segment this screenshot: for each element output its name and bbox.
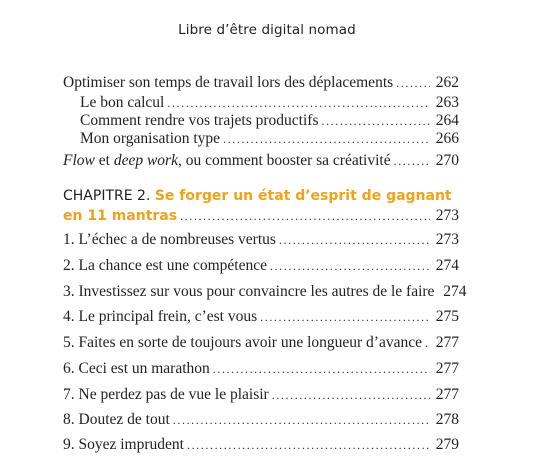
dot-leader xyxy=(425,336,430,351)
toc-subentry[interactable] xyxy=(80,130,459,150)
toc-page-number: 278 xyxy=(435,411,459,428)
toc-entry-mantra[interactable] xyxy=(63,283,467,303)
toc-entry-mantra[interactable] xyxy=(63,308,459,328)
toc-entry-label: 4. Le principal frein, c’est vous xyxy=(63,308,258,325)
toc-page-number: 277 xyxy=(435,386,459,403)
chapter-title: Se forger un état d’esprit de gagnant xyxy=(154,188,452,204)
toc-entry-label: 5. Faites en sorte de toujours avoir une longueur d’avance xyxy=(63,334,422,351)
chapter-heading-line2 xyxy=(63,207,459,228)
toc-entry-label: 1. L’échec a de nombreuses vertus xyxy=(63,231,276,248)
toc-page-number: 277 xyxy=(435,334,459,351)
dot-leader xyxy=(394,154,430,169)
deep-work-italic: deep work xyxy=(113,152,178,169)
flow-italic: Flow xyxy=(63,152,95,169)
toc-page-number: 262 xyxy=(435,74,459,91)
dot-leader xyxy=(260,310,430,325)
toc-entry-label: 3. Investissez sur vous pour convaincre les autres de le faire xyxy=(63,283,435,300)
dot-leader xyxy=(167,96,430,111)
dot-leader xyxy=(270,259,430,274)
toc-subentry-label: Comment rendre vos trajets productifs xyxy=(80,112,319,129)
flow-connector: et xyxy=(94,152,114,169)
toc-entry-mantra[interactable] xyxy=(63,334,459,354)
dot-leader xyxy=(187,438,430,453)
toc-page-number: 266 xyxy=(435,130,459,147)
toc-entry-label: 7. Ne perdez pas de vue le plaisir xyxy=(63,386,269,403)
toc-subentry[interactable] xyxy=(80,94,459,114)
toc-entry-label: 6. Ceci est un marathon xyxy=(63,360,210,377)
toc-entry-mantra[interactable] xyxy=(63,231,459,251)
toc-entry-mantra[interactable] xyxy=(63,411,459,431)
dot-leader xyxy=(321,114,430,129)
toc-page-number: 273 xyxy=(435,231,459,248)
toc-page-number: 275 xyxy=(435,308,459,325)
flow-rest: , ou comment booster sa créativité xyxy=(177,152,391,169)
toc-entry-mantra[interactable] xyxy=(63,257,459,277)
chapter-title-continued: en 11 mantras xyxy=(63,208,178,224)
dot-leader xyxy=(180,209,430,224)
toc-entry-mantra[interactable] xyxy=(63,436,459,456)
toc-page-number: 270 xyxy=(435,152,459,169)
dot-leader xyxy=(272,388,430,403)
chapter-heading-line1 xyxy=(63,186,459,207)
toc-entry-section[interactable] xyxy=(63,74,459,94)
toc-page-number: 277 xyxy=(435,360,459,377)
toc-entry-flow[interactable] xyxy=(63,152,459,172)
toc-entry-label xyxy=(63,152,391,170)
toc-subentry-label: Le bon calcul xyxy=(80,94,165,111)
toc-subentry[interactable] xyxy=(80,112,459,132)
dot-leader xyxy=(223,132,430,147)
toc-page-number: 263 xyxy=(435,94,459,111)
chapter-number: CHAPITRE 2. xyxy=(63,188,151,204)
dot-leader xyxy=(396,76,430,91)
toc-subentry-label: Mon organisation type xyxy=(80,130,221,147)
toc-entry-label: 9. Soyez imprudent xyxy=(63,436,184,453)
toc-entry-label: Optimiser son temps de travail lors des déplacements xyxy=(63,74,394,91)
toc-page-number: 264 xyxy=(435,112,459,129)
toc-entry-mantra[interactable] xyxy=(63,386,459,406)
chapter-heading[interactable] xyxy=(63,186,459,228)
toc-page-number: 274 xyxy=(443,283,467,300)
toc-page-number: 274 xyxy=(435,257,459,274)
running-head: Libre d’être digital nomad xyxy=(178,22,356,38)
toc-page-number: 279 xyxy=(435,436,459,453)
toc-page-number: 273 xyxy=(435,207,459,224)
dot-leader xyxy=(213,362,430,377)
toc-entry-label: 8. Doutez de tout xyxy=(63,411,170,428)
dot-leader xyxy=(279,233,430,248)
toc-entry-mantra[interactable] xyxy=(63,360,459,380)
dot-leader xyxy=(173,413,430,428)
toc-entry-label: 2. La chance est une compétence xyxy=(63,257,267,274)
